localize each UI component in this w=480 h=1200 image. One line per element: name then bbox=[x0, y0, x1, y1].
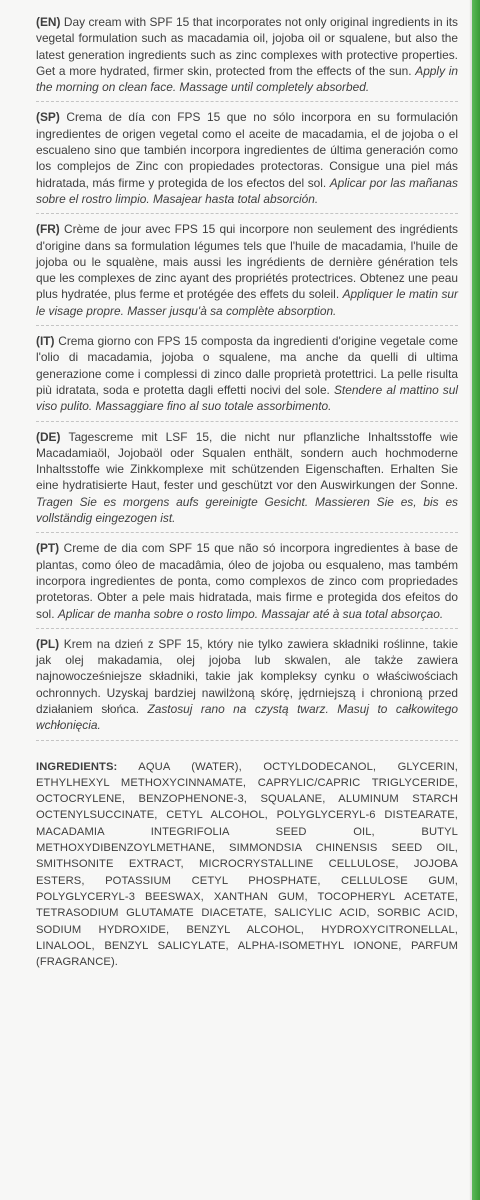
description-text: Day cream with SPF 15 that incorporates not only original ingredients in its vegetal formulation such as macadamia oil, jojoba oil or squalene, but also the latest generation ingredients such as zinc complexes with protective properties. Get a more hydrated, firmer skin, protected from the effects of the sun. bbox=[36, 15, 458, 78]
language-code: (PT) bbox=[36, 541, 60, 556]
ingredients-text: AQUA (WATER), OCTYLDODECANOL, GLYCERIN, ETHYLHEXYL METHOXYCINNAMATE, CAPRYLIC/CAPRIC TRIGLYCERIDE, OCTOCRYLENE, BENZOPHENONE-3, SQUALANE, ALUMINUM STARCH OCTENYLSUCCINATE, CETYL ALCOHOL, POLYGLYCERYL-6 DISTEARATE, MACADAMIA INTEGRIFOLIA SEED OIL, BUTYL METHOXYDIBENZOYLMETHANE, SIMMONDSIA CHINENSIS SEED OIL, SMITHSONITE EXTRACT, MICROCRYSTALLINE CELLULOSE, JOJOBA ESTERS, POTASSIUM CETYL PHOSPHATE, CELLULOSE GUM, POLYGLYCERYL-3 BEESWAX, XANTHAN GUM, TOCOPHERYL ACETATE, TETRASODIUM GLUTAMATE DIACETATE, SALICYLIC ACID, SORBIC ACID, SODIUM HYDROXIDE, BENZYL ALCOHOL, HYDROXYCITRONELLAL, LINALOOL, BENZYL SALICYLATE, ALPHA-ISOMETHYL IONONE, PARFUM (FRAGRANCE). bbox=[36, 760, 458, 969]
ingredients-label: INGREDIENTS: bbox=[36, 760, 118, 773]
language-code: (EN) bbox=[36, 15, 61, 29]
description-text: Crème de jour avec FPS 15 qui incorpore non seulement des ingrédients d'origine dans sa formulation légumes tels que l'huile de macadamia, l'huile de jojoba ou le squalène, mais aussi les ingrédients de dernière génération tels que les complexes de zinc ayant des propriétés protectrices. Obtenez une peau plus hydratée, plus ferme et protégée des effets du soleil. bbox=[36, 222, 458, 302]
description-sp bbox=[36, 109, 458, 214]
usage-instructions: Aplicar de manha sobre o rosto limpo. Massajar até à sua total absorçao. bbox=[57, 606, 444, 621]
description-text: Crema giorno con FPS 15 composta da ingredienti d'origine vegetale come l'olio di macadamia, jojoba o squalene, ma anche da quelli di ultima generazione come i complessi di zinco dalle proprietà protettrici. La pelle risulta più idratata, soda e protetta dagli effetti nocivi del sole. bbox=[36, 334, 458, 397]
usage-instructions: Tragen Sie es morgens aufs gereinigte Gesicht. Massieren Sie es, bis es vollständig eingezogen ist. bbox=[36, 494, 458, 526]
language-code: (FR) bbox=[36, 222, 60, 237]
description-pl bbox=[36, 636, 458, 741]
description-it bbox=[36, 333, 458, 421]
language-code: (IT) bbox=[36, 334, 55, 349]
description-text: Crema de día con FPS 15 que no sólo incorpora en su formulación ingredientes de origen vegetal como el aceite de macadamia, el de jojoba o el escualeno sino que también incorpora ingredientes de última generación como los complejos de Zinc con propiedades protectoras. Consigue una piel más hidratada, más firme y protegida de los efectos del sol. bbox=[36, 110, 458, 190]
language-code: (DE) bbox=[36, 429, 61, 444]
usage-instructions: Apply in the morning on clean face. Massage until completely absorbed. bbox=[36, 63, 458, 95]
green-accent-strip bbox=[472, 0, 480, 1200]
description-text: Tagescreme mit LSF 15, die nicht nur pflanzliche Inhaltsstoffe wie Macadamiaöl, Jojobaöl oder Squalen enthält, sondern auch hochmoderne Inhaltsstoffe wie Zinkkomplexe mit schützenden Eigenschaften. Erhalten Sie eine hydratisierte Haut, fester und geschützt vor den Auswirkungen der Sonne. bbox=[36, 429, 458, 493]
language-code: (PL) bbox=[36, 636, 60, 651]
description-en bbox=[36, 14, 458, 102]
description-text: Creme de dia com SPF 15 que não só incorpora ingredientes à base de plantas, como óleo de macadâmia, óleo de jojoba ou esqualeno, mas também incorpora ingredientes de ponta, como complexos de zinco com propriedades protetoras. Obter a pele mais hidratada, mais firme e protegida dos efeitos do sol. bbox=[36, 541, 458, 621]
language-code: (SP) bbox=[36, 110, 60, 125]
usage-instructions: Stendere al mattino sul viso pulito. Massaggiare fino al suo totale assorbimento. bbox=[36, 382, 458, 414]
description-de bbox=[36, 429, 458, 534]
description-text: Krem na dzień z SPF 15, który nie tylko zawiera składniki roślinne, takie jak olej makadamia, olej jojoba lub skwalen, ale także zawiera najnowocześniejsze składniki, takie jak kompleksy cynku o właściwościach ochronnych. Uzyskaj bardziej nawilżoną skórę, jędrniejszą i chronioną przed działaniem słońca. bbox=[36, 636, 458, 716]
usage-instructions: Aplicar por las mañanas sobre el rostro limpio. Masajear hasta total absorción. bbox=[36, 175, 458, 206]
ingredients-list bbox=[36, 759, 458, 971]
usage-instructions: Zastosuj rano na czystą twarz. Masuj to całkowitego wchłonięcia. bbox=[36, 701, 458, 733]
description-pt bbox=[36, 540, 458, 628]
usage-instructions: Appliquer le matin sur le visage propre. Masser jusqu'à sa complète absorption. bbox=[36, 287, 459, 318]
description-fr bbox=[36, 221, 458, 326]
